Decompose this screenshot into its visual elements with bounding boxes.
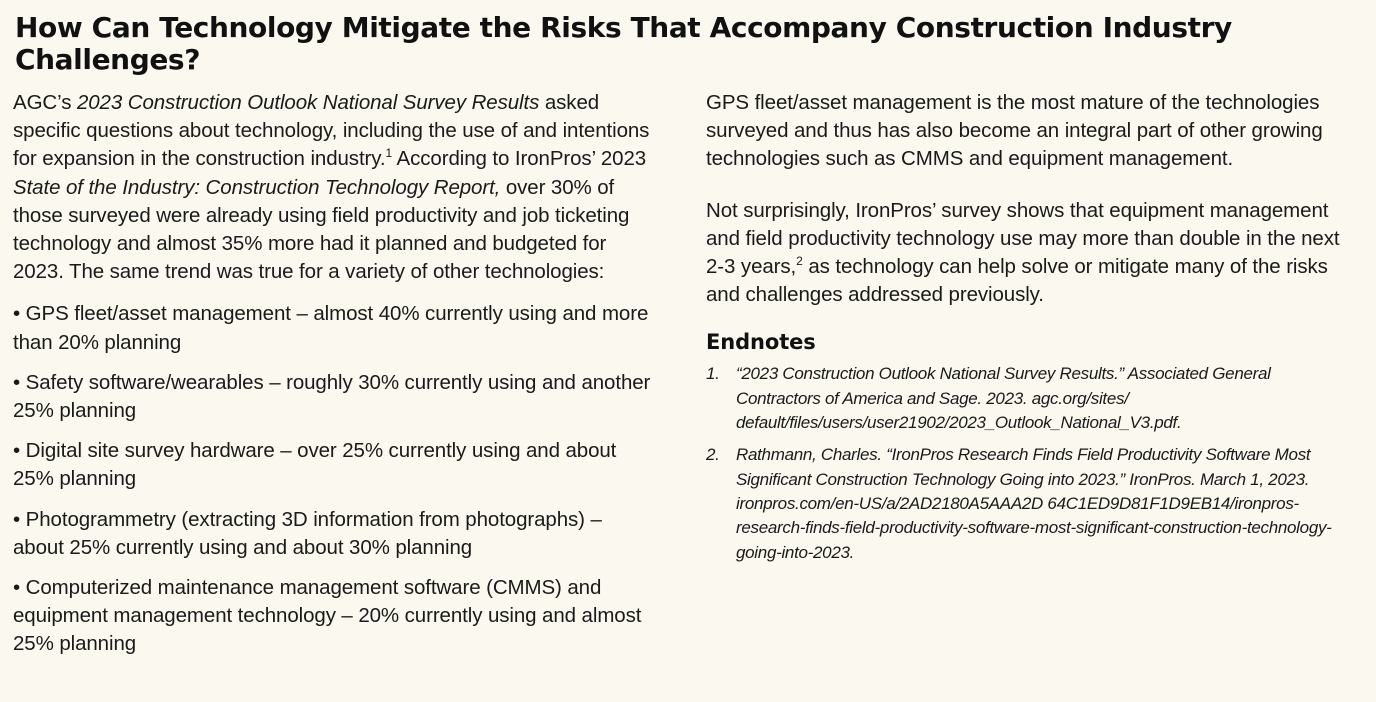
- intro-text-2: asked specific questions about technology, including the use of and intentions for expansion in the construction industry.: [13, 91, 650, 171]
- survey-text-2: as technology can help solve or mitigate many of the risks and challenges addressed previously.: [706, 255, 1328, 307]
- endnote-text: “2023 Construction Outlook National Survey Results.” Associated General Contractors of America and Sage. 2023. agc.org/sites/ default/files/users/user21902/2023_Outlook_National_V3.pdf.: [736, 364, 1271, 433]
- survey-paragraph: [706, 197, 1351, 310]
- bullet-item-site-survey: • Digital site survey hardware – over 25% currently using and about 25% planning: [13, 439, 617, 491]
- endnote-text: Rathmann, Charles. “IronPros Research Finds Field Productivity Software Most Significant Construction Technology Going into 2023.” IronPros. March 1, 2023. ironpros.com/en-US/a/2AD2180A5AAA2D 64C1ED9D81F1D9EB14/ironpros-research-finds-field-productivity-software-most-significant-construction-technology-going-into-2023.: [736, 445, 1332, 562]
- page-title: How Can Technology Mitigate the Risks That Accompany Construction Industry Challenges?: [15, 11, 1232, 76]
- bullet-item-safety: • Safety software/wearables – roughly 30% currently using and another 25% planning: [13, 370, 651, 423]
- bullet-item-gps: • GPS fleet/asset management – almost 40% currently using and more than 20% planning: [13, 302, 649, 354]
- report-title: State of the Industry: Construction Technology Report,: [13, 175, 501, 199]
- endnote-1: [706, 362, 1351, 435]
- endnote-2: [706, 443, 1351, 564]
- endnotes-heading: Endnotes: [706, 330, 816, 355]
- footnote-ref-2: 2: [796, 254, 803, 269]
- survey-text-1: Not surprisingly, IronPros’ survey shows that equipment management and field productivity technology use may more than double in the next 2-3 years,: [706, 198, 1340, 279]
- bullet-item-cmms: • Computerized maintenance management software (CMMS) and equipment management technology – 20% currently using and almost 25% planning: [13, 576, 642, 656]
- intro-paragraph: [13, 89, 653, 286]
- left-column: [13, 89, 653, 671]
- endnote-number: 1.: [706, 364, 720, 384]
- bullet-item-photogrammetry: • Photogrammetry (extracting 3D information from photographs) – about 25% currently using and about 30% planning: [13, 507, 602, 559]
- intro-text-4: over 30% of those surveyed were already using field productivity and job ticketing technology and almost 35% more had it planned and budgeted for 2023. The same trend was true for a variety of other technologies:: [13, 175, 630, 284]
- footnote-ref-1: 1: [385, 146, 393, 161]
- intro-text-3: According to IronPros’ 2023: [392, 147, 647, 171]
- survey-title: 2023 Construction Outlook National Survey Results: [76, 91, 540, 114]
- intro-text-1: AGC’s: [13, 91, 77, 114]
- gps-paragraph: GPS fleet/asset management is the most mature of the technologies surveyed and thus has also become an integral part of other growing technologies such as CMMS and equipment management.: [706, 91, 1323, 171]
- endnote-number: 2.: [706, 445, 720, 465]
- right-column: [706, 89, 1351, 573]
- endnotes-list: [706, 362, 1351, 564]
